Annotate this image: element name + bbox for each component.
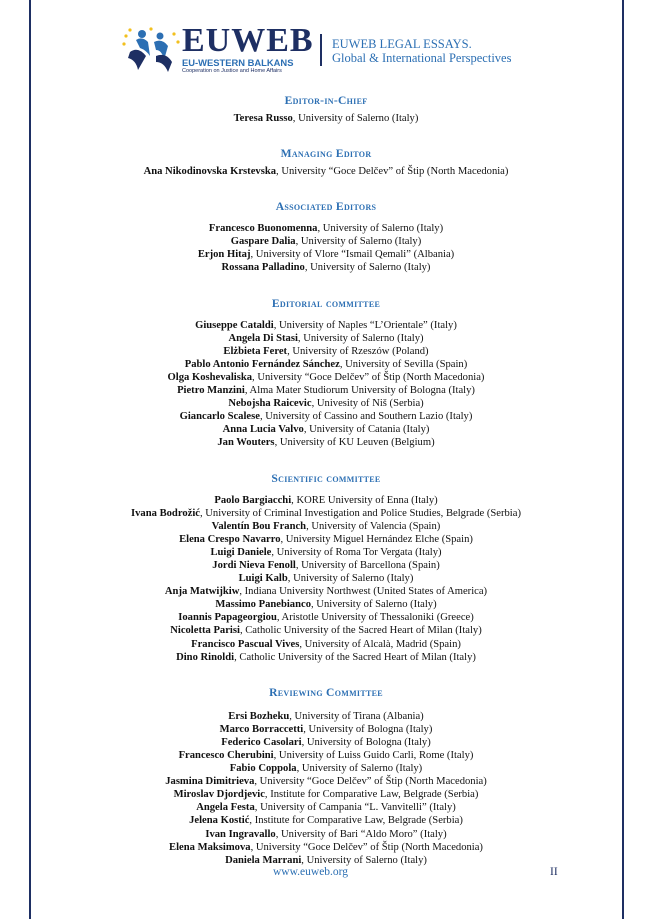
member-entry (30, 723, 622, 736)
member-entry (30, 749, 622, 762)
member-entry (30, 248, 622, 261)
member-entry (30, 585, 622, 598)
member-affiliation: , University of Barcellona (Spain) (295, 559, 440, 571)
member-affiliation: , Alma Mater Studiorum University of Bologna (Italy) (244, 385, 475, 397)
member-entry (30, 332, 622, 345)
section (30, 94, 622, 125)
section-title: Editor-in-Chief (284, 94, 368, 107)
member-name: Jordi Nieva Fenoll (212, 559, 296, 571)
member-affiliation: , KORE University of Enna (Italy) (291, 494, 438, 506)
masthead-list (30, 94, 622, 867)
member-name: Francesco Buonomenna (208, 223, 318, 235)
member-entry (30, 165, 622, 178)
member-entry (30, 638, 622, 651)
member-entry (30, 854, 622, 867)
member-name: Giuseppe Cataldi (195, 319, 274, 331)
member-affiliation: , University of Roma Tor Vergata (Italy) (271, 546, 442, 558)
member-entry (30, 410, 622, 423)
journal-title-line2: Global & International Perspectives (332, 51, 512, 65)
member-affiliation: , University “Goce Delčev” of Štip (North Macedonia) (250, 841, 483, 853)
member-entry (30, 112, 622, 125)
euweb-logo-icon (120, 26, 182, 72)
member-name: Angela Festa (196, 802, 255, 814)
member-affiliation: , University of Salerno (Italy) (295, 236, 422, 248)
member-affiliation: , University of Salerno (Italy) (297, 332, 424, 344)
member-name: Miroslav Djordjevic (173, 789, 265, 801)
journal-title-line1: EUWEB LEGAL ESSAYS. (332, 37, 472, 51)
section-title: Reviewing Committee (269, 685, 383, 699)
member-affiliation: , University of Bologna (Italy) (303, 723, 433, 735)
member-affiliation: , University of Naples “L’Orientale” (Italy) (273, 319, 457, 331)
section (30, 297, 622, 450)
member-entry (30, 624, 622, 637)
member-entry (30, 546, 622, 559)
member-name: Jan Wouters (217, 437, 275, 449)
member-name: Rossana Palladino (221, 262, 305, 274)
member-name: Nebojsha Raicevic (228, 398, 312, 410)
member-entry (30, 235, 622, 248)
member-affiliation: , University “Goce Delčev” of Štip (North Macedonia) (254, 776, 487, 788)
member-name: Marco Borraccetti (219, 723, 304, 735)
member-affiliation: , University of Salerno (Italy) (301, 854, 427, 866)
member-affiliation: , University of Salerno (Italy) (311, 599, 437, 611)
footer-website-link[interactable]: www.euweb.org (273, 866, 349, 878)
member-name: Teresa Russo (233, 113, 293, 124)
member-entry (30, 397, 622, 410)
member-entry (30, 736, 622, 749)
member-name: Ioannis Papageorgiou (178, 612, 277, 624)
member-entry (30, 436, 622, 449)
member-affiliation: , University of Vlore “Ismail Qemali” (Albania) (250, 249, 455, 261)
member-affiliation: , University of Bari “Aldo Moro” (Italy) (275, 828, 447, 840)
member-affiliation: , University of Valencia (Spain) (306, 520, 441, 532)
member-entry (30, 222, 622, 235)
page-number: II (550, 866, 558, 878)
member-affiliation: , University of Luiss Guido Carli, Rome (Italy) (273, 750, 474, 761)
member-entry (30, 651, 622, 664)
member-entry (30, 775, 622, 788)
member-affiliation: , Indiana University Northwest (United States of America) (239, 586, 488, 598)
member-name: Daniela Marrani (225, 854, 302, 866)
member-entry (30, 507, 622, 520)
member-name: Anja Matwijkiw (164, 586, 240, 598)
member-entry (30, 841, 622, 854)
section (30, 147, 622, 178)
member-name: Massimo Panebianco (215, 599, 311, 611)
section (30, 472, 622, 664)
member-name: Ersi Bozheku (228, 710, 290, 722)
member-affiliation: , University of Campania “L. Vanvitelli” (Italy) (254, 802, 456, 814)
brand-tagline: Cooperation on Justice and Home Affairs (182, 68, 282, 74)
page-header (120, 22, 540, 74)
member-affiliation: , Univesity of Niš (Serbia) (311, 398, 424, 410)
member-name: Fabio Coppola (229, 763, 297, 775)
section-title: Managing Editor (280, 147, 372, 161)
member-entry (30, 559, 622, 572)
member-name: Paolo Bargiacchi (214, 494, 292, 506)
member-name: Anna Lucia Valvo (222, 424, 304, 436)
member-affiliation: , University of Salerno (Italy) (304, 262, 431, 274)
member-entry (30, 358, 622, 371)
member-entry (30, 572, 622, 585)
member-name: Luigi Daniele (210, 546, 272, 558)
member-affiliation: , Catholic University of the Sacred Heart of Milan (Italy) (239, 625, 482, 637)
member-affiliation: , University “Goce Delčev” of Štip (North Macedonia) (252, 371, 485, 383)
section-title: Editorial committee (271, 296, 381, 310)
member-name: Erjon Hitaj (197, 249, 251, 261)
member-entry (30, 371, 622, 384)
member-name: Olga Koshevaliska (167, 371, 253, 383)
member-affiliation: , University of Sevilla (Spain) (339, 358, 468, 370)
member-name: Dino Rinoldi (176, 651, 235, 663)
member-name: Ivan Ingravallo (205, 828, 276, 840)
member-name: Ana Nikodinovska Krstevska (143, 166, 277, 178)
brand-name: EUWEB (182, 22, 314, 59)
member-affiliation: , University “Goce Delčev” of Štip (North Macedonia) (276, 166, 509, 178)
header-divider (320, 34, 322, 66)
member-name: Pietro Manzini (177, 385, 245, 397)
member-affiliation: , University of Salerno (Italy) (317, 223, 444, 235)
member-affiliation: , University of Rzeszów (Poland) (287, 345, 429, 357)
member-name: Gaspare Dalia (230, 236, 296, 248)
member-entry (30, 261, 622, 274)
member-affiliation: , University of Cassino and Southern Lazio (Italy) (259, 411, 473, 423)
member-affiliation: , University of Bologna (Italy) (301, 736, 431, 748)
member-entry (30, 611, 622, 624)
member-entry (30, 788, 622, 801)
member-name: Elena Maksimova (169, 841, 251, 853)
member-entry (30, 520, 622, 533)
brand-subtitle: EU-WESTERN BALKANS (182, 57, 294, 68)
section (30, 686, 622, 867)
member-affiliation: , University of Tirana (Albania) (289, 710, 424, 722)
member-name: Elena Crespo Navarro (179, 533, 281, 545)
member-affiliation: , University of Salerno (Italy) (287, 573, 414, 585)
member-affiliation: , University Miguel Hernández Elche (Spain) (280, 533, 473, 545)
member-entry (30, 598, 622, 611)
member-name: Nicoletta Parisi (170, 625, 240, 637)
member-affiliation: , University of Alcalà, Madrid (Spain) (299, 638, 461, 650)
section (30, 200, 622, 274)
member-name: Francisco Pascual Vives (191, 638, 300, 650)
member-entry (30, 533, 622, 546)
member-name: Pablo Antonio Fernández Sánchez (184, 358, 340, 370)
member-affiliation: , University of Salerno (Italy) (292, 113, 419, 124)
member-name: Jasmina Dimitrieva (165, 776, 255, 788)
member-entry (30, 801, 622, 814)
member-name: Valentín Bou Franch (211, 520, 307, 532)
member-entry (30, 762, 622, 775)
section-title: Associated Editors (275, 200, 377, 214)
logo-wordmark (182, 22, 314, 75)
member-entry (30, 319, 622, 332)
member-entry (30, 814, 622, 827)
member-name: Elżbieta Feret (223, 345, 288, 357)
member-affiliation: , University of Salerno (Italy) (296, 763, 423, 775)
member-name: Francesco Cherubini (178, 750, 274, 761)
member-affiliation: , Aristotle University of Thessaloniki (Greece) (276, 612, 474, 624)
member-entry (30, 828, 622, 841)
member-affiliation: , University of Criminal Investigation and Police Studies, Belgrade (Serbia) (199, 507, 521, 519)
section-title: Scientific committee (271, 471, 381, 485)
member-entry (30, 423, 622, 436)
member-name: Giancarlo Scalese (179, 411, 260, 423)
member-name: Federico Casolari (221, 736, 302, 748)
member-affiliation: , University of Catania (Italy) (303, 424, 430, 436)
member-entry (30, 384, 622, 397)
member-name: Jelena Kostić (189, 815, 250, 827)
member-name: Angela Di Stasi (228, 332, 298, 344)
member-affiliation: , Institute for Comparative Law, Belgrade (Serbia) (249, 815, 463, 827)
member-affiliation: , Institute for Comparative Law, Belgrade (Serbia) (264, 789, 479, 801)
member-affiliation: , University of KU Leuven (Belgium) (274, 437, 435, 449)
member-name: Ivana Bodrožić (131, 507, 200, 519)
member-entry (30, 345, 622, 358)
member-entry (30, 710, 622, 723)
member-affiliation: , Catholic University of the Sacred Heart of Milan (Italy) (234, 651, 476, 663)
member-entry (30, 494, 622, 507)
member-name: Luigi Kalb (238, 573, 288, 585)
journal-title (332, 37, 511, 65)
right-page-rule (622, 0, 624, 919)
